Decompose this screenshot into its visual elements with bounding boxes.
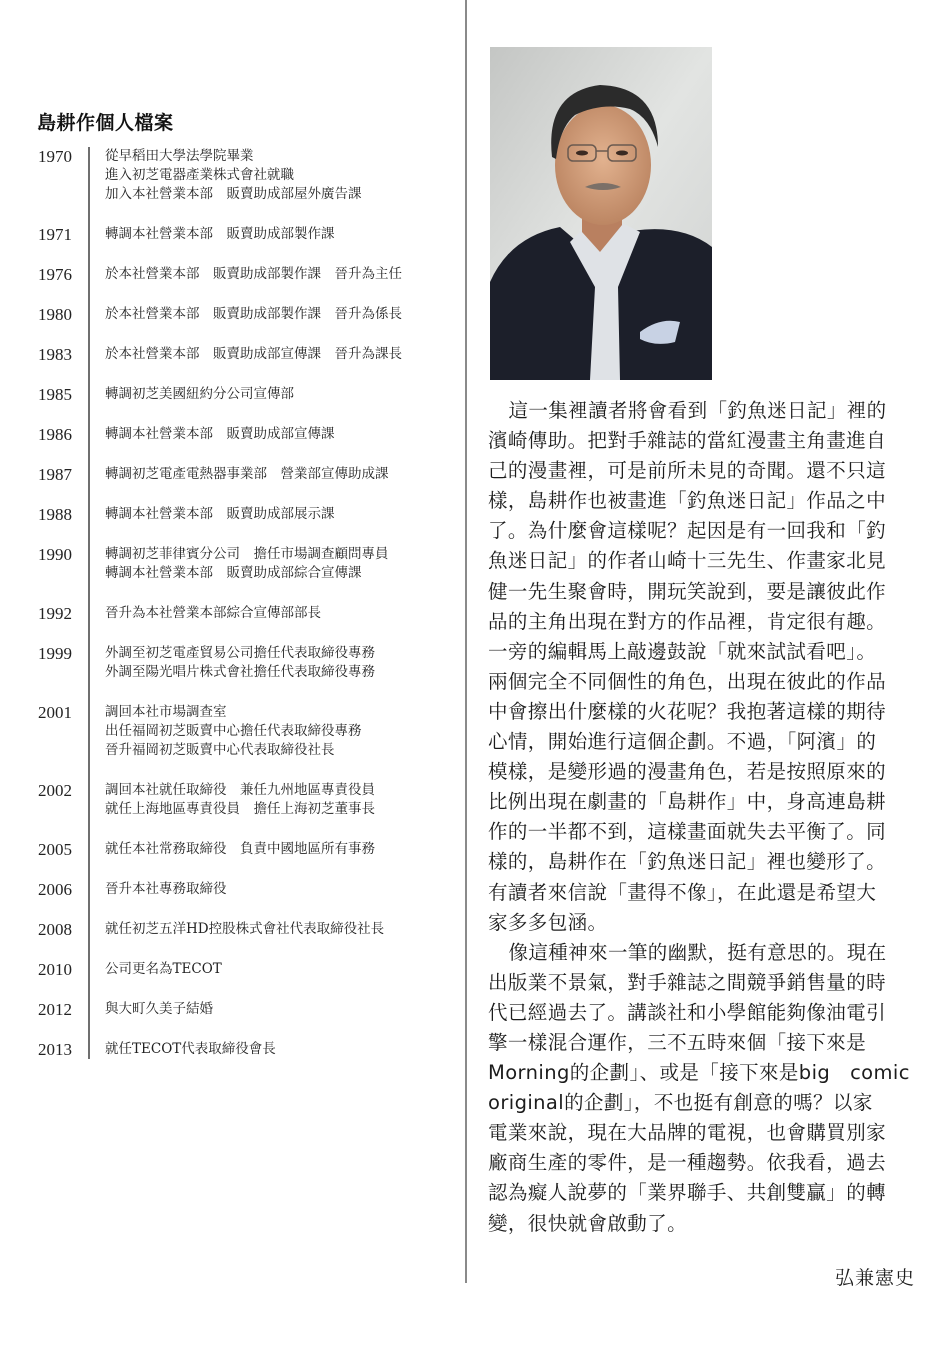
portrait-photo-icon — [490, 47, 712, 380]
timeline-year: 1992 — [38, 604, 72, 623]
timeline-year: 2008 — [38, 920, 72, 939]
timeline-line: 轉調本社營業本部 販賣助成部製作課 — [105, 226, 335, 242]
timeline-description — [105, 1040, 455, 1059]
essay-line: 出版業不景氣，對手雜誌之間競爭銷售量的時 — [488, 970, 887, 994]
essay-line: 健一先生聚會時，開玩笑說到，要是讓彼此作 — [488, 579, 887, 603]
timeline-line: 於本社營業本部 販賣助成部製作課 晉升為主任 — [105, 266, 402, 282]
timeline-line: 轉調初芝美國紐約分公司宣傳部 — [105, 386, 294, 402]
timeline-line: 外調至陽光唱片株式會社擔任代表取締役專務 — [105, 664, 375, 680]
essay-line: 樣的，島耕作在「釣魚迷日記」裡也變形了。 — [488, 850, 887, 874]
timeline-line: 外調至初芝電產貿易公司擔任代表取締役專務 — [105, 645, 375, 661]
timeline-description — [105, 147, 455, 204]
timeline-description — [105, 425, 455, 444]
timeline-line: 晉升本社專務取締役 — [105, 881, 227, 897]
timeline-year: 1987 — [38, 465, 72, 484]
author-portrait — [490, 47, 712, 380]
timeline-line: 就任初芝五洋HD控股株式會社代表取締役社長 — [105, 921, 385, 937]
author-signature: 弘兼憲史 — [834, 1267, 915, 1289]
timeline-line: 進入初芝電器產業株式會社就職 — [105, 167, 294, 183]
essay-line: 了。為什麼會這樣呢？起因是有一回我和「釣 — [488, 519, 887, 543]
timeline-year: 1971 — [38, 225, 72, 244]
timeline-description — [105, 644, 455, 682]
essay-line: 兩個完全不同個性的角色，出現在彼此的作品 — [488, 669, 887, 693]
essay-line: 己的漫畫裡，可是前所未見的奇聞。還不只這 — [488, 459, 887, 483]
essay-line: 魚迷日記」的作者山崎十三先生、作畫家北見 — [488, 549, 887, 573]
essay-line: 代已經過去了。講談社和小學館能夠像油電引 — [488, 1000, 887, 1024]
timeline-line: 轉調初芝電產電熱器事業部 營業部宣傳助成課 — [105, 466, 389, 482]
timeline-description — [105, 960, 455, 979]
timeline-description — [105, 465, 455, 484]
timeline-description — [105, 545, 455, 583]
timeline-line: 於本社營業本部 販賣助成部製作課 晉升為係長 — [105, 306, 402, 322]
essay-line: 變，很快就會啟動了。 — [488, 1211, 688, 1235]
timeline-year: 1990 — [38, 545, 72, 564]
timeline-description — [105, 703, 455, 760]
essay-line: 心情，開始進行這個企劃。不過，「阿濱」的 — [488, 730, 877, 754]
timeline-line: 調回本社就任取締役 兼任九州地區專責役員 — [105, 782, 375, 798]
essay-line: 品的主角出現在對方的作品裡，肯定很有趣。 — [488, 609, 887, 633]
essay-line: 模樣，是變形過的漫畫角色，若是按照原來的 — [488, 760, 887, 784]
timeline-rule — [88, 147, 90, 1059]
essay-line: 這一集裡讀者將會看到「釣魚迷日記」裡的 — [508, 399, 887, 422]
timeline-year: 2013 — [38, 1040, 72, 1059]
timeline-year: 1976 — [38, 265, 72, 284]
timeline-line: 轉調本社營業本部 販賣助成部宣傳課 — [105, 426, 335, 442]
timeline-year: 2002 — [38, 781, 72, 800]
timeline-year: 1985 — [38, 385, 72, 404]
timeline-line: 轉調初芝菲律賓分公司 擔任市場調查顧問專員 — [105, 546, 389, 562]
timeline-line: 就任本社常務取締役 負責中國地區所有事務 — [105, 841, 375, 857]
essay-line: 樣，島耕作也被畫進「釣魚迷日記」作品之中 — [488, 489, 887, 513]
column-divider — [465, 0, 467, 1283]
timeline-year: 1986 — [38, 425, 72, 444]
timeline-year: 2001 — [38, 703, 72, 722]
essay-line: 中會擦出什麼樣的火花呢？我抱著這樣的期待 — [488, 699, 887, 723]
timeline-description — [105, 305, 455, 324]
profile-title: 島耕作個人檔案 — [37, 112, 174, 134]
timeline-line: 公司更名為TECOT — [105, 961, 222, 977]
timeline-year: 1999 — [38, 644, 72, 663]
timeline-description — [105, 920, 455, 939]
timeline-line: 轉調本社營業本部 販賣助成部綜合宣傳課 — [105, 565, 362, 581]
essay-line: 作的一半都不到，這樣畫面就失去平衡了。同 — [488, 820, 887, 844]
essay-paragraph — [488, 396, 918, 938]
essay-line: 家多多包涵。 — [488, 910, 608, 934]
timeline-year: 2005 — [38, 840, 72, 859]
timeline-description — [105, 505, 455, 524]
timeline-year: 1970 — [38, 147, 72, 166]
timeline-line: 出任福岡初芝販賣中心擔任代表取締役專務 — [105, 723, 362, 739]
timeline-year: 1988 — [38, 505, 72, 524]
timeline-year: 2010 — [38, 960, 72, 979]
timeline-description — [105, 1000, 455, 1019]
timeline-line: 就任TECOT代表取締役會長 — [105, 1041, 276, 1057]
timeline-year: 2006 — [38, 880, 72, 899]
timeline-line: 於本社營業本部 販賣助成部宣傳課 晉升為課長 — [105, 346, 402, 362]
timeline-year: 1980 — [38, 305, 72, 324]
timeline-description — [105, 345, 455, 364]
timeline-description — [105, 604, 455, 623]
essay-line: 像這種神來一筆的幽默，挺有意思的。現在 — [508, 940, 887, 964]
timeline-line: 就任上海地區專責役員 擔任上海初芝董事長 — [105, 801, 375, 817]
essay-line: Morning的企劃」、或是「接下來是big comic — [488, 1061, 910, 1085]
timeline-line: 加入本社營業本部 販賣助成部屋外廣告課 — [105, 186, 362, 202]
essay-line: 廠商生產的零件，是一種趨勢。依我看，過去 — [488, 1151, 887, 1175]
essay-line: original的企劃」，不也挺有創意的嗎？以家 — [488, 1091, 873, 1115]
timeline-line: 與大町久美子結婚 — [105, 1001, 213, 1017]
timeline-description — [105, 265, 455, 284]
essay-line: 濱崎傳助。把對手雜誌的當紅漫畫主角畫進自 — [488, 429, 887, 453]
essay-line: 一旁的編輯馬上敲邊鼓說「就來試試看吧」。 — [488, 639, 877, 663]
essay-paragraph — [488, 938, 918, 1239]
timeline-description — [105, 840, 455, 859]
timeline-description — [105, 880, 455, 899]
timeline-description — [105, 781, 455, 819]
essay-line: 擎一樣混合運作，三不五時來個「接下來是 — [488, 1030, 867, 1054]
timeline-line: 調回本社市場調查室 — [105, 704, 227, 720]
timeline-line: 晉升福岡初芝販賣中心代表取締役社長 — [105, 742, 335, 758]
timeline-line: 從早稻田大學法學院畢業 — [105, 148, 254, 164]
timeline-description — [105, 385, 455, 404]
essay-line: 有讀者來信說「畫得不像」，在此還是希望大 — [488, 880, 877, 904]
timeline-year: 2012 — [38, 1000, 72, 1019]
timeline-line: 轉調本社營業本部 販賣助成部展示課 — [105, 506, 335, 522]
timeline-year: 1983 — [38, 345, 72, 364]
essay-line: 比例出現在劇畫的「島耕作」中，身高連島耕 — [488, 790, 887, 814]
essay — [488, 396, 918, 1239]
timeline-description — [105, 225, 455, 244]
essay-line: 電業來說，現在大品牌的電視，也會購買別家 — [488, 1121, 887, 1145]
timeline-line: 晉升為本社營業本部綜合宣傳部部長 — [105, 605, 321, 621]
essay-line: 認為癡人說夢的「業界聯手、共創雙贏」的轉 — [488, 1181, 887, 1205]
